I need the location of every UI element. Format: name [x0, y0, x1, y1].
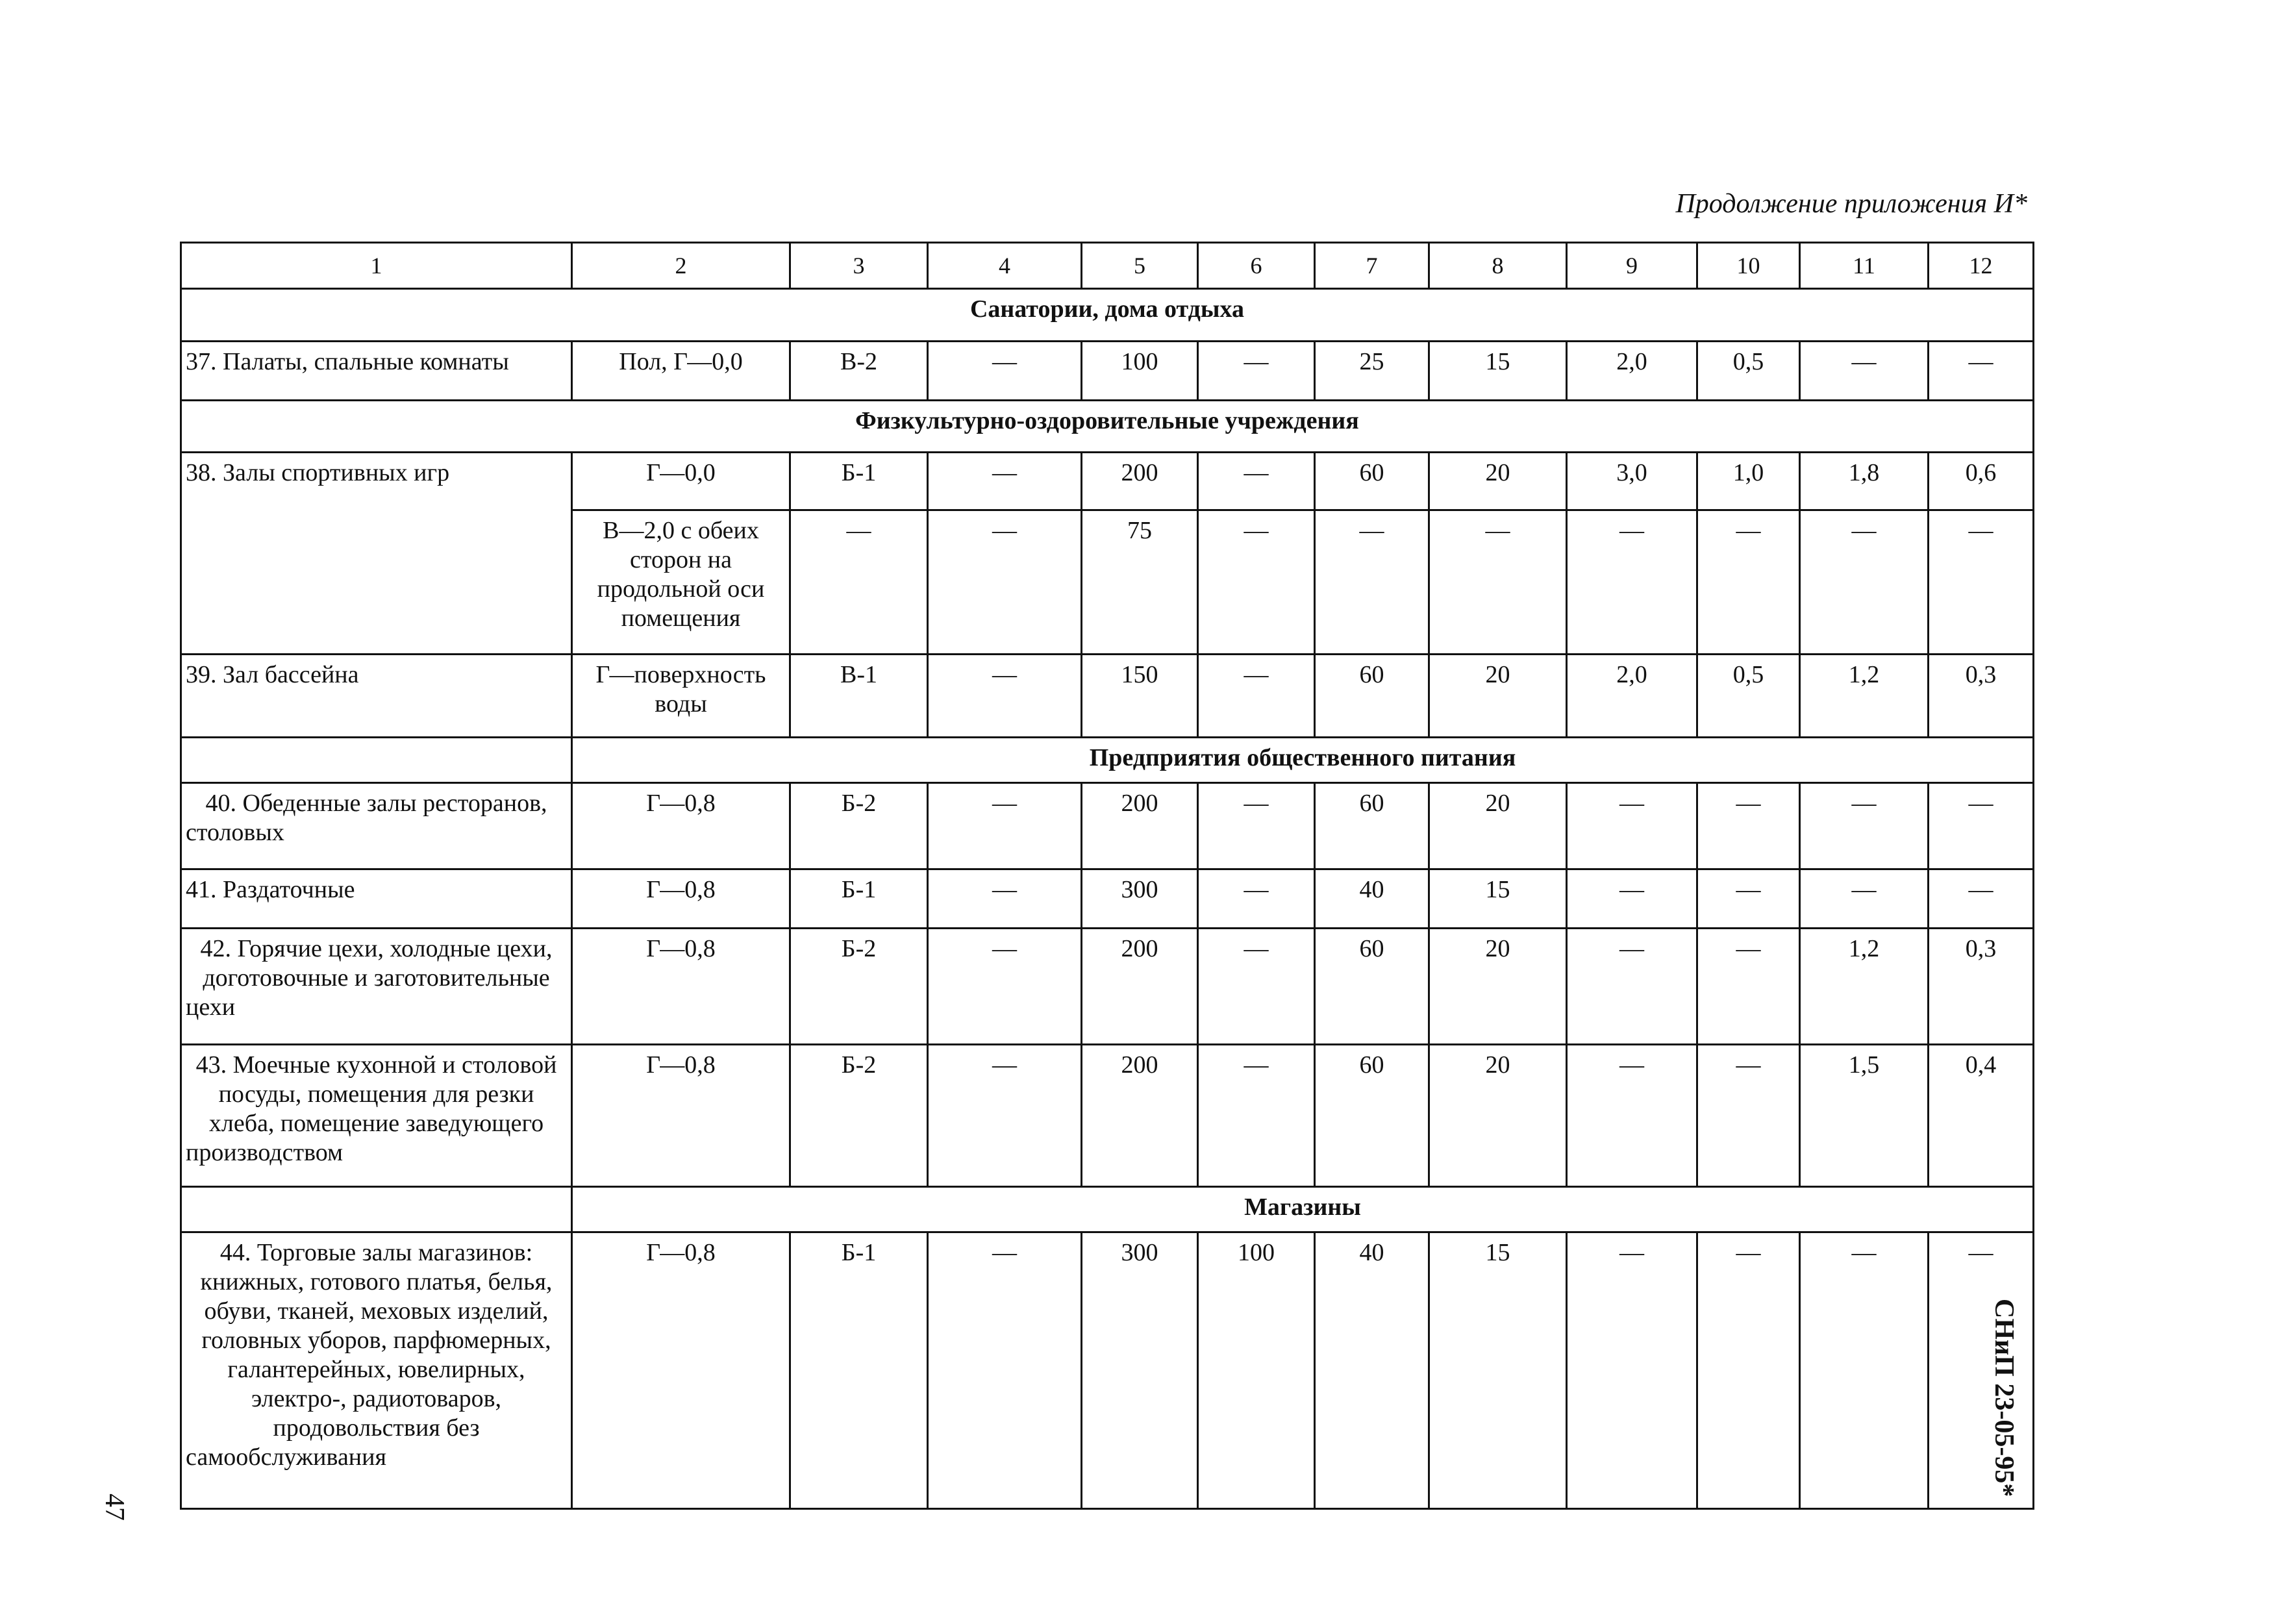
empty-cell [181, 738, 572, 783]
table-cell: 100 [1198, 1232, 1315, 1509]
table-cell: 25 [1315, 342, 1429, 401]
column-number: 11 [1800, 243, 1929, 289]
column-number: 7 [1315, 243, 1429, 289]
table-cell: Г—0,8 [572, 1232, 790, 1509]
room-name: 41. Раздаточные [181, 869, 572, 929]
table-cell: 1,8 [1800, 453, 1929, 510]
room-name: 40. Обеденные залы ресторанов, столовых [181, 783, 572, 869]
table-cell: — [1697, 869, 1800, 929]
section-title-magaziny: Магазины [572, 1187, 2034, 1232]
table-cell: В-2 [790, 342, 928, 401]
table-row [181, 342, 2034, 401]
table-cell: 0,4 [1929, 1045, 2034, 1187]
table-cell: — [1697, 1232, 1800, 1509]
column-number: 10 [1697, 243, 1800, 289]
table-cell: — [928, 869, 1082, 929]
section-row [181, 1187, 2034, 1232]
table-cell: 15 [1429, 1232, 1567, 1509]
room-name: 37. Палаты, спальные комнаты [181, 342, 572, 401]
table-cell: — [1315, 510, 1429, 655]
table-cell: — [928, 655, 1082, 738]
table-row [181, 929, 2034, 1045]
table-cell: — [1198, 510, 1315, 655]
table-cell: Б-2 [790, 783, 928, 869]
table-cell: — [1567, 1232, 1697, 1509]
table-cell: — [1697, 929, 1800, 1045]
table-cell: — [1929, 783, 2034, 869]
table-cell: Г—0,8 [572, 869, 790, 929]
table-cell: — [1567, 510, 1697, 655]
table-row [181, 783, 2034, 869]
table-cell: — [1697, 783, 1800, 869]
table-cell: Б-2 [790, 1045, 928, 1187]
table-cell: — [1697, 1045, 1800, 1187]
room-name: 43. Моечные кухонной и столовой посуды, помещения для резки хлеба, помещение заведующего производством [181, 1045, 572, 1187]
room-name: 38. Залы спортивных игр [181, 453, 572, 655]
table-row [181, 1232, 2034, 1509]
table-cell: — [1198, 869, 1315, 929]
column-number: 6 [1198, 243, 1315, 289]
table-cell: 0,5 [1697, 342, 1800, 401]
table-cell: — [1567, 1045, 1697, 1187]
table-cell: — [1198, 655, 1315, 738]
table-cell: — [1567, 783, 1697, 869]
room-name: 39. Зал бассейна [181, 655, 572, 738]
table-cell: 300 [1082, 869, 1198, 929]
table-cell: 60 [1315, 929, 1429, 1045]
room-name: 44. Торговые залы магазинов: книжных, готового платья, белья, обуви, тканей, меховых изделий, головных уборов, парфюмерных, галантерейных, ювелирных, электро-, радиотоваров, продовольствия без самообслуживания [181, 1232, 572, 1509]
column-number: 12 [1929, 243, 2034, 289]
table-cell: 20 [1429, 453, 1567, 510]
column-number: 1 [181, 243, 572, 289]
section-row [181, 738, 2034, 783]
table-cell: Г—0,8 [572, 929, 790, 1045]
section-title-sanatorii: Санатории, дома отдыха [181, 289, 2034, 342]
table-cell: 200 [1082, 1045, 1198, 1187]
table-row [181, 453, 2034, 510]
table-cell: — [928, 783, 1082, 869]
table-cell: Б-2 [790, 929, 928, 1045]
table-cell: — [928, 1232, 1082, 1509]
table-cell: 1,2 [1800, 655, 1929, 738]
table-cell: — [1800, 783, 1929, 869]
table-cell: — [928, 342, 1082, 401]
table-cell: — [1198, 342, 1315, 401]
table-cell: — [928, 929, 1082, 1045]
section-title-fizkult: Физкультурно-оздоровительные учреждения [181, 401, 2034, 453]
table-cell: — [1929, 342, 2034, 401]
table-cell: Г—поверхность воды [572, 655, 790, 738]
column-number: 5 [1082, 243, 1198, 289]
table-cell: 15 [1429, 869, 1567, 929]
table-cell: 15 [1429, 342, 1567, 401]
norms-table [180, 242, 2034, 1510]
table-cell: — [1429, 510, 1567, 655]
table-row [181, 869, 2034, 929]
empty-cell [181, 1187, 572, 1232]
table-cell: — [1198, 929, 1315, 1045]
table-cell: 200 [1082, 453, 1198, 510]
table-cell: Г—0,0 [572, 453, 790, 510]
table-cell: 60 [1315, 453, 1429, 510]
table-cell: 0,3 [1929, 655, 2034, 738]
table-cell: — [1800, 342, 1929, 401]
table-cell: 0,3 [1929, 929, 2034, 1045]
table-cell: — [1567, 869, 1697, 929]
section-row [181, 289, 2034, 342]
column-number-row [181, 243, 2034, 289]
table-cell: 1,5 [1800, 1045, 1929, 1187]
table-cell: — [1198, 783, 1315, 869]
table-cell: 1,0 [1697, 453, 1800, 510]
table-cell: 40 [1315, 869, 1429, 929]
table-cell: Г—0,8 [572, 1045, 790, 1187]
table-cell: Пол, Г—0,0 [572, 342, 790, 401]
table-cell: — [1567, 929, 1697, 1045]
table-cell: Б-1 [790, 869, 928, 929]
table-cell: — [928, 453, 1082, 510]
table-cell: 20 [1429, 783, 1567, 869]
table-cell: 300 [1082, 1232, 1198, 1509]
table-cell: — [1929, 869, 2034, 929]
table-cell: — [1800, 510, 1929, 655]
document-code: СНиП 23-05-95* [1989, 1299, 2019, 1497]
table-cell: 1,2 [1800, 929, 1929, 1045]
table-cell: — [1800, 1232, 1929, 1509]
table-cell: — [928, 1045, 1082, 1187]
room-name: 42. Горячие цехи, холодные цехи, доготовочные и заготовительные цехи [181, 929, 572, 1045]
table-cell: Г—0,8 [572, 783, 790, 869]
table-cell: 100 [1082, 342, 1198, 401]
table-cell: 2,0 [1567, 655, 1697, 738]
table-cell: 3,0 [1567, 453, 1697, 510]
table-cell: 20 [1429, 655, 1567, 738]
table-cell: — [1929, 1232, 2034, 1509]
column-number: 9 [1567, 243, 1697, 289]
table-cell: — [1929, 510, 2034, 655]
table-cell: — [1800, 869, 1929, 929]
table-cell: 60 [1315, 655, 1429, 738]
table-cell: 75 [1082, 510, 1198, 655]
section-title-pitanie: Предприятия общественного питания [572, 738, 2034, 783]
table-row [181, 1045, 2034, 1187]
table-cell: — [1198, 1045, 1315, 1187]
appendix-caption: Продолжение приложения И* [1675, 189, 2027, 219]
table-cell: 200 [1082, 929, 1198, 1045]
table-cell: 0,6 [1929, 453, 2034, 510]
table-cell: 60 [1315, 783, 1429, 869]
table-cell: — [1697, 510, 1800, 655]
column-number: 4 [928, 243, 1082, 289]
table-cell: В—2,0 с обеих сторон на продольной оси помещения [572, 510, 790, 655]
column-number: 8 [1429, 243, 1567, 289]
column-number: 2 [572, 243, 790, 289]
table-cell: 40 [1315, 1232, 1429, 1509]
table-row [181, 655, 2034, 738]
table-cell: — [790, 510, 928, 655]
table-cell: — [1198, 453, 1315, 510]
table-cell: Б-1 [790, 1232, 928, 1509]
page-number: 47 [99, 1493, 129, 1521]
table-cell: 150 [1082, 655, 1198, 738]
table-cell: 60 [1315, 1045, 1429, 1187]
table-cell: 200 [1082, 783, 1198, 869]
table-cell: 20 [1429, 1045, 1567, 1187]
table-cell: — [928, 510, 1082, 655]
section-row [181, 401, 2034, 453]
table-cell: 2,0 [1567, 342, 1697, 401]
table-cell: В-1 [790, 655, 928, 738]
column-number: 3 [790, 243, 928, 289]
table-cell: 20 [1429, 929, 1567, 1045]
table-cell: 0,5 [1697, 655, 1800, 738]
table-cell: Б-1 [790, 453, 928, 510]
